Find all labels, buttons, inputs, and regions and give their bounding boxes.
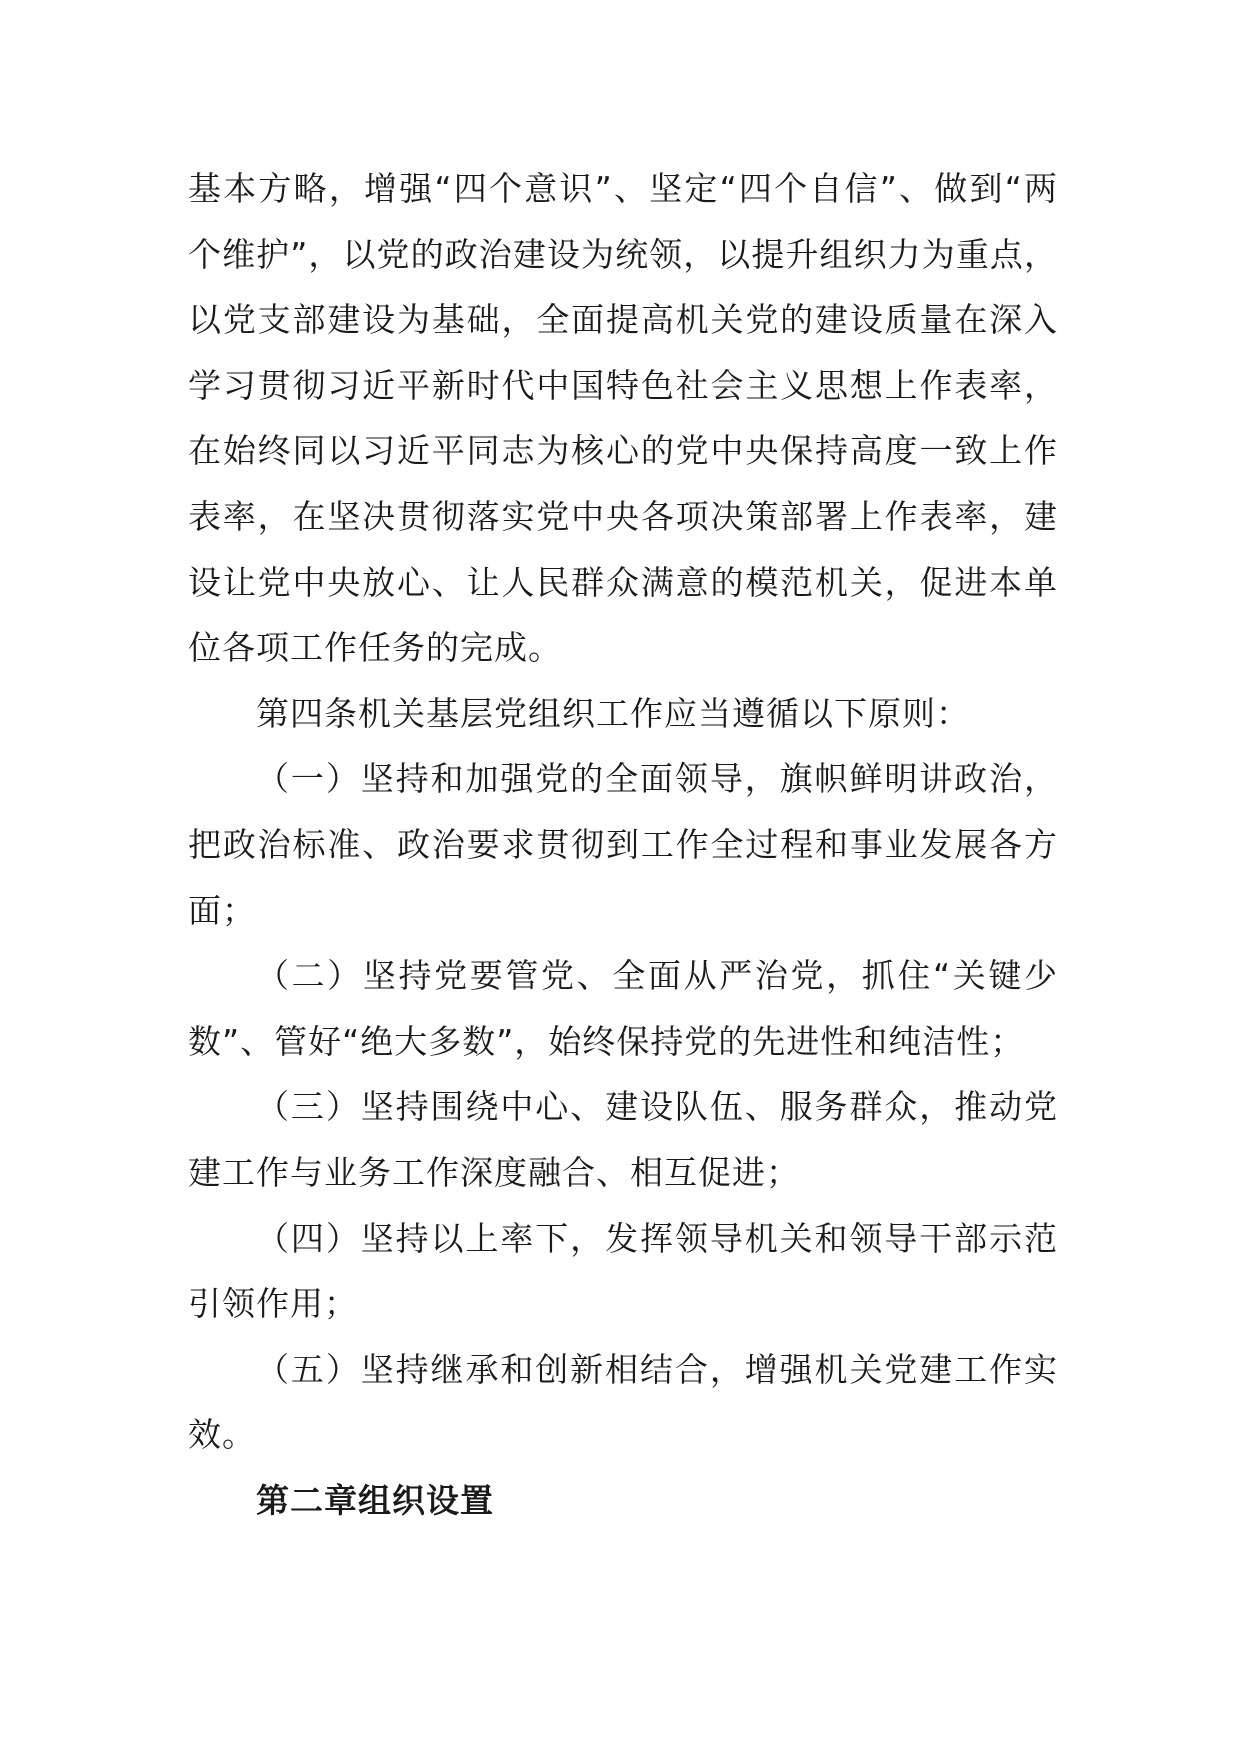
principle-4: （四）坚持以上率下，发挥领导机关和领导干部示范引领作用； <box>188 1218 1058 1324</box>
principle-2: （二）坚持党要管党、全面从严治党，抓住“关键少数”、管好“绝大多数”，始终保持党的先进性和纯洁性； <box>188 956 1058 1061</box>
paragraph-continuation: 基本方略，增强“四个意识”、坚定“四个自信”、做到“两个维护”，以党的政治建设为统领，以提升组织力为重点，以党支部建设为基础，全面提高机关党的建设质量在深入学习贯彻习近平新时代中国特色社会主义思想上作表率，在始终同以习近平同志为核心的党中央保持高度一致上作表率，在坚决贯彻落实党中央各项决策部署上作表率，建设让党中央放心、让人民群众满意的模范机关，促进本单位各项工作任务的完成。 <box>188 169 1058 668</box>
principle-5: （五）坚持继承和创新相结合，增强机关党建工作实效。 <box>188 1349 1058 1455</box>
principle-1: （一）坚持和加强党的全面领导，旗帜鲜明讲政治，把政治标准、政治要求贯彻到工作全过程和事业发展各方面； <box>188 759 1058 930</box>
article-four-intro: 第四条机关基层党组织工作应当遵循以下原则： <box>256 693 970 733</box>
chapter-heading: 第二章组织设置 <box>256 1480 494 1520</box>
document-page <box>188 156 1058 1533</box>
principle-3: （三）坚持围绕中心、建设队伍、服务群众，推动党建工作与业务工作深度融合、相互促进； <box>188 1087 1058 1192</box>
